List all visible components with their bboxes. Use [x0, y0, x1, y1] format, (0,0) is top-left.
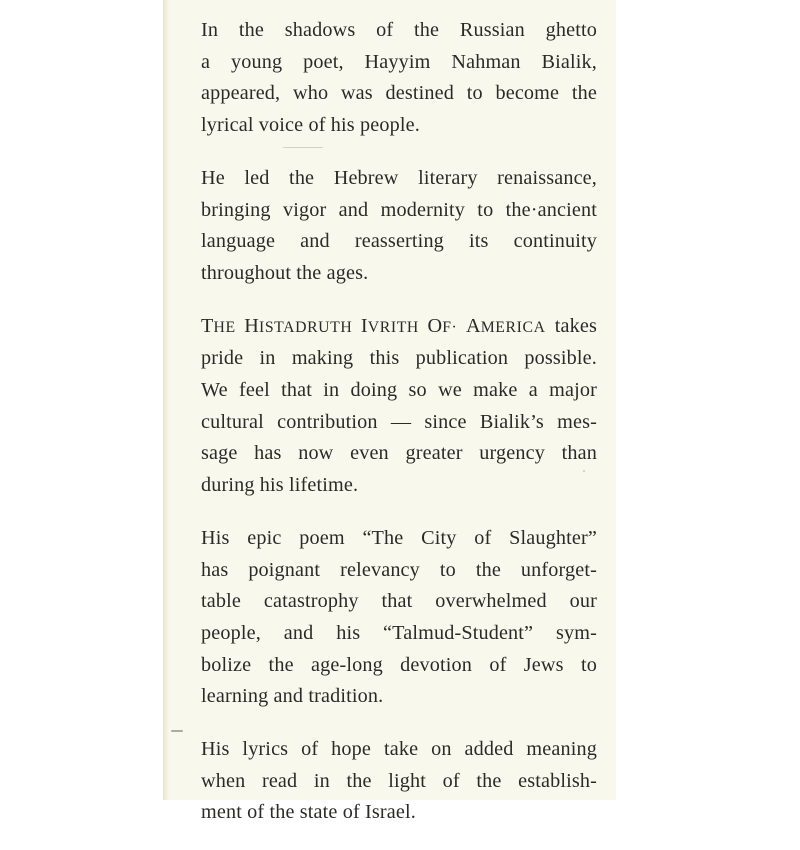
paragraph-1 [201, 15, 597, 142]
ink-smudge-mark [171, 730, 183, 732]
org-smallcaps: ISTADRUTH [258, 318, 361, 336]
text-line: bringing vigor and modernity to the·ancient [201, 198, 597, 221]
org-smallcaps: HE [213, 318, 245, 336]
text-line: We feel that in doing so we make a major [201, 379, 597, 402]
org-initial: O [427, 314, 443, 337]
org-initial: A [465, 314, 481, 337]
text-line: He led the Hebrew literary renaissance, [201, 166, 597, 189]
text-line: His lyrics of hope take on added meaning [201, 738, 597, 761]
text-line: lyrical voice of his people. [201, 114, 420, 137]
text-line: His epic poem “The City of Slaughter” [201, 526, 597, 549]
org-smallcaps: VRITH [367, 318, 428, 336]
paragraph-4 [201, 523, 597, 713]
org-name [201, 315, 546, 337]
org-initial: T [201, 314, 214, 337]
text-line-org [201, 311, 597, 344]
text-line: a young poet, Hayyim Nahman Bialik, [201, 50, 597, 73]
text-line: cultural contribution — since Bialik’s mes- [201, 410, 597, 433]
text-line: language and reasserting its continuity [201, 230, 597, 253]
org-smallcaps: MERICA [480, 318, 546, 336]
org-initial: H [244, 314, 259, 337]
document-page [163, 0, 616, 824]
text-line: throughout the ages. [201, 261, 369, 284]
org-initial: I [360, 314, 368, 337]
text-line: during his lifetime. [201, 474, 359, 497]
text-line: In the shadows of the Russian ghetto [201, 19, 597, 41]
text-line: ment of the state of Israel. [201, 801, 416, 824]
paragraph-2 [201, 163, 597, 290]
text-line: appeared, who was destined to become the [201, 82, 597, 105]
paragraph-5 [201, 734, 597, 829]
paragraph-3 [201, 311, 597, 502]
org-smallcaps: F· [442, 318, 466, 336]
body-text [201, 15, 597, 850]
text-line: people, and his “Talmud-Student” sym- [201, 621, 597, 644]
text-line: learning and tradition. [201, 685, 384, 708]
text-fragment: takes [545, 314, 597, 337]
text-line: when read in the light of the establish- [201, 769, 597, 792]
text-line: pride in making this publication possible. [201, 347, 597, 370]
text-line: table catastrophy that overwhelmed our [201, 590, 597, 613]
text-line: has poignant relevancy to the unforget- [201, 558, 597, 581]
text-line: bolize the age-long devotion of Jews to [201, 653, 597, 676]
text-line: sage has now even greater urgency than [201, 442, 597, 465]
